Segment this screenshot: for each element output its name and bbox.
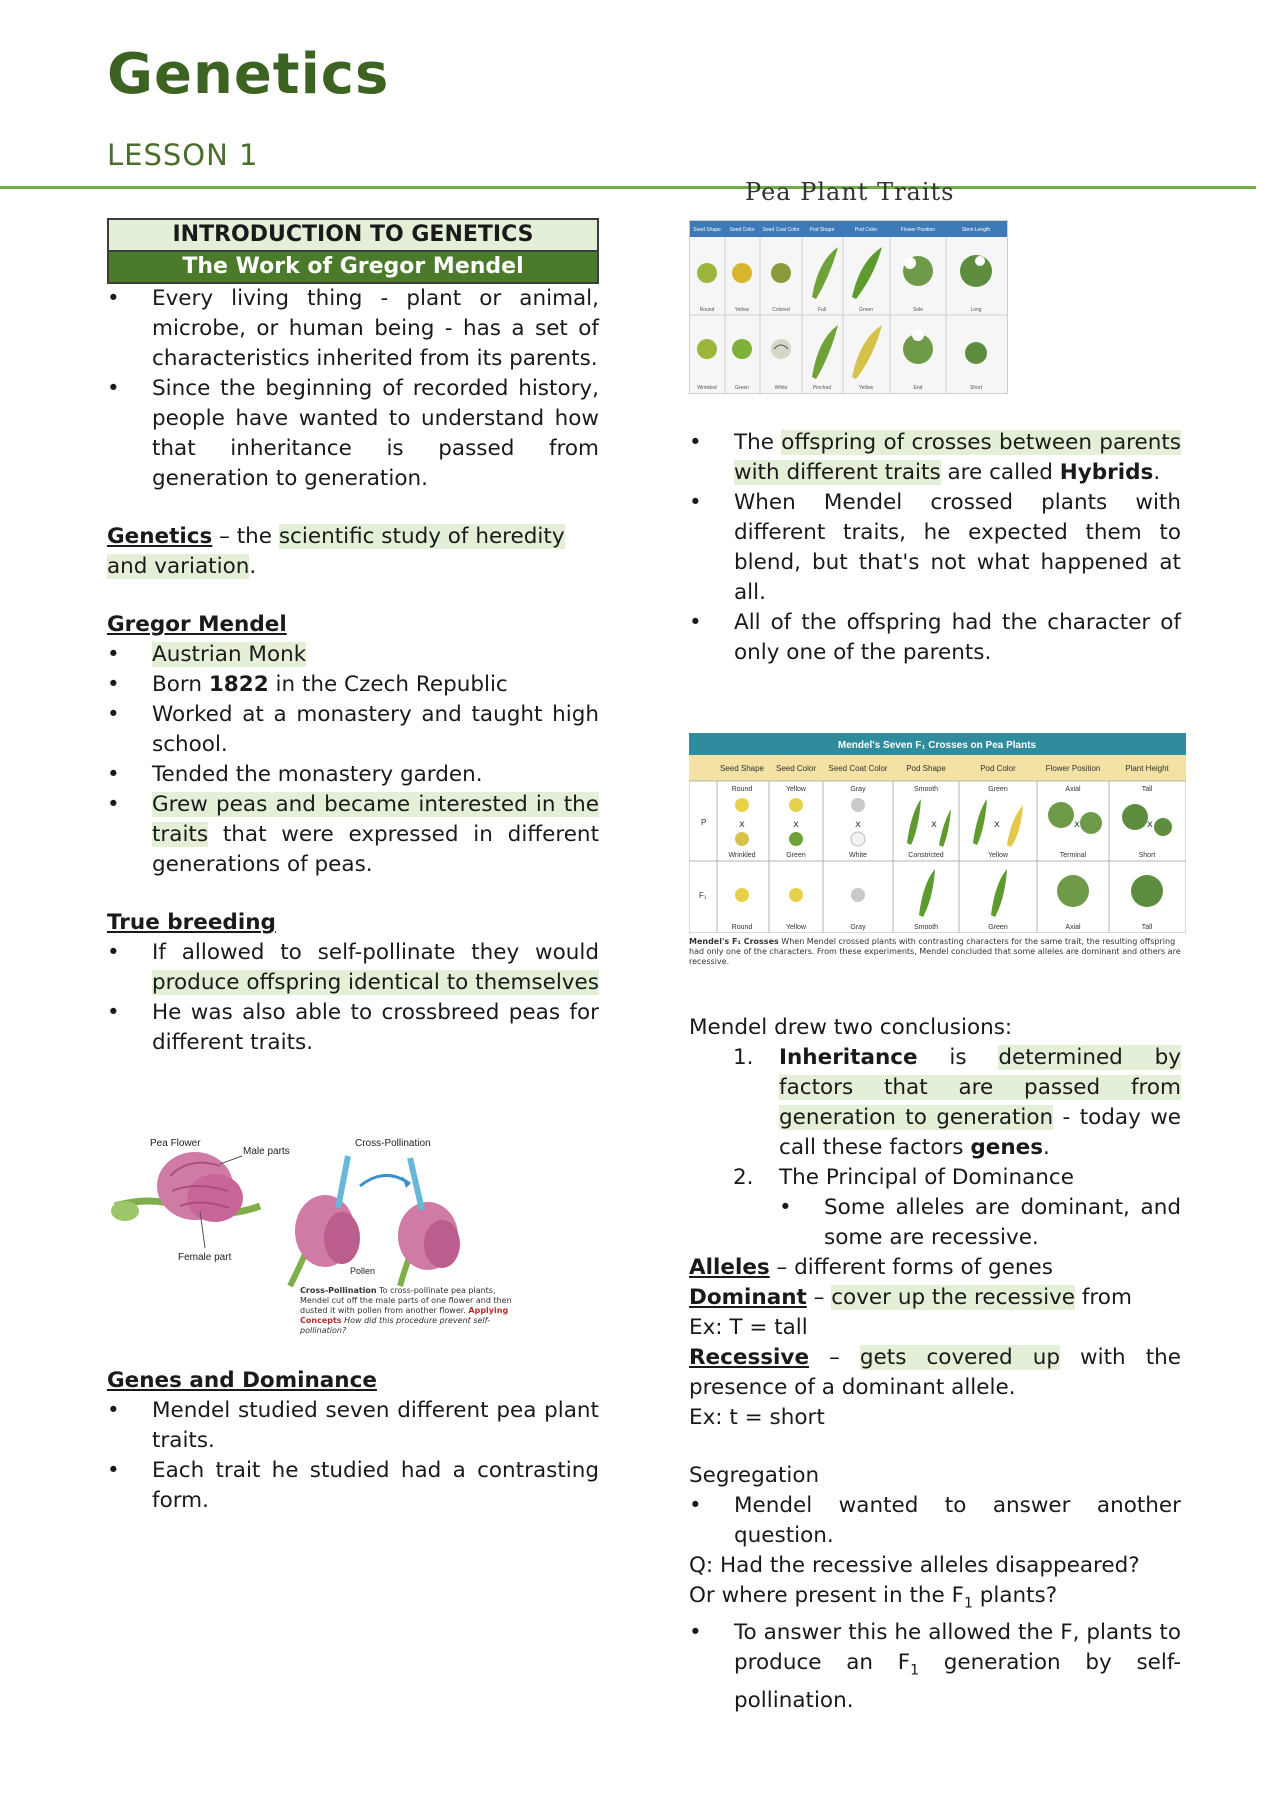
cross-pollination-label: Cross-Pollination [355,1138,431,1149]
seven-crosses-table [689,733,1186,933]
q2-post: plants? [972,1583,1058,1608]
crosses-header: Seed Coat Color [828,764,888,773]
dominant-definition [689,1283,1181,1313]
conclusion-number: 2. [733,1165,754,1190]
mendel-year: 1822 [208,672,269,697]
list-item: • Every living thing - plant or animal, microbe, or human being - has a set of characteristics inherited from its parents. [107,284,599,374]
row-f1-label: F₁ [699,891,707,900]
genetics-term: Genetics [107,524,213,549]
crosses-f1: Smooth [913,924,939,931]
seg-b2-post: generation by self-pollination. [734,1650,1182,1713]
list-item: • Mendel studied seven different pea plant traits. [107,1396,599,1456]
conclusions-list [689,1043,1181,1253]
mendel-list [107,640,599,880]
list-item [689,428,1181,488]
example-tall: Ex: T = tall [689,1315,808,1340]
traits-header: Flower Position [900,227,936,233]
crosses-p-bottom: Short [1138,852,1156,859]
pollination-figure [110,1136,530,1346]
crosses-f1: Green [988,924,1008,931]
traits-row1: Full [817,307,827,313]
list-item [689,1043,1181,1163]
crosses-p-bottom: Constricted [908,852,944,859]
hybrids-list [689,428,1181,668]
crosses-f1: Gray [850,924,866,931]
mendel-b5-highlight: Grew peas and became interested in the traits [152,792,599,847]
crosses-p-bottom: Yellow [988,852,1008,859]
list-item: • All of the offspring had the character of only one of the parents. [689,608,1181,668]
crosses-header: Seed Color [775,764,817,773]
dominant-term: Dominant [689,1285,807,1310]
tb-b1-highlight: produce offspring identical to themselves [152,970,599,995]
conclusion1-highlight: determined by factors that are passed from generation to generation [779,1045,1182,1130]
traits-row1: Colored [772,307,790,313]
intro-title-box [107,218,599,284]
tb-b1-pre: If allowed to self-pollinate they would [152,940,599,965]
conclusions-section [689,1013,1181,1716]
crosses-caption [689,937,1186,967]
example-short: Ex: t = short [689,1405,825,1430]
hybrids-b1-highlight: offspring of crosses between parents with different traits [734,430,1181,485]
conclusion2-sublist [779,1193,1181,1253]
svg-text:x: x [739,819,745,830]
pollination-caption-text: To cross-pollinate pea plants, Mendel cut off the male parts of one flower and then dusted it with pollen from another flower. [300,1286,512,1315]
intro-list [107,284,599,494]
seg-b2-pre: To answer this he allowed the F, plants to produce an F [734,1620,1181,1676]
svg-text:x: x [931,819,937,830]
q2-pre: Or where present in the F [689,1583,964,1608]
true-breeding-section [107,908,599,1058]
conclusion1-end: . [1043,1135,1050,1160]
list-item [107,640,599,670]
true-breeding-heading: True breeding [107,910,276,935]
segregation-question-2 [689,1581,1181,1618]
traits-row1: Yellow [734,307,750,313]
mendel-b5-rest: that were expressed in different generations of peas. [152,822,599,877]
alleles-def: – different forms of genes [769,1255,1053,1280]
crosses-header: Pod Shape [906,764,946,773]
genes-dominance-section [107,1366,599,1516]
list-item [689,1618,1181,1715]
crosses-header: Plant Height [1125,764,1169,773]
male-parts-label: Male parts [243,1146,290,1157]
list-item: • Some alleles are dominant, and some are recessive. [779,1193,1181,1253]
svg-text:x: x [1074,819,1080,830]
hybrids-b1-end: . [1153,460,1161,485]
crosses-p-bottom: Wrinkled [728,852,756,859]
traits-row2: White [774,385,788,391]
list-item [107,670,599,700]
list-item: • Mendel wanted to answer another question. [689,1491,1181,1551]
traits-row2: End [913,385,923,391]
segregation-section [689,1461,1181,1716]
q2-sub: 1 [963,1595,973,1612]
list-item: • Each trait he studied had a contrasting form. [107,1456,599,1516]
genetics-highlight: scientific study of heredity and variation [107,524,565,579]
crosses-p-top: Gray [850,786,866,793]
crosses-caption-bold: Mendel's F₁ Crosses [689,937,779,946]
list-item: • Worked at a monastery and taught high school. [107,700,599,760]
recessive-definition [689,1343,1181,1403]
traits-row2: Wrinkled [697,385,717,391]
svg-text:x: x [1147,819,1153,830]
header-divider [0,186,1256,189]
dominant-end: from [1075,1285,1132,1310]
conclusion2: The Principal of Dominance [779,1165,1074,1190]
traits-row1: Round [699,307,715,313]
crosses-p-top: Axial [1065,786,1081,793]
conclusion1-mid: - today we call these factors [779,1105,1182,1160]
pollination-caption-question: How did this procedure prevent self-pollination? [300,1316,491,1335]
mendel-b1: Austrian Monk [152,642,307,667]
pollination-caption-bold: Cross-Pollination [300,1286,377,1295]
svg-text:x: x [994,819,1000,830]
seg-b2-sub: 1 [910,1662,920,1679]
crosses-f1: Axial [1065,924,1081,931]
list-item [689,1163,1181,1253]
traits-header: Pod Color [854,227,878,233]
svg-text:x: x [793,819,799,830]
genetics-dash: – the [212,524,279,549]
seven-crosses-figure [689,733,1186,933]
list-item: • When Mendel crossed plants with different traits, he expected them to blend, but that's not what happened at all. [689,488,1181,608]
list-item: • Since the beginning of recorded history, people have wanted to understand how that inheritance is passed from generation to generation. [107,374,599,494]
crosses-header: Seed Shape [719,764,765,773]
alleles-definition [689,1253,1181,1283]
pollination-caption-apply: Applying Concepts [300,1306,509,1325]
recessive-term: Recessive [689,1345,810,1370]
traits-row2: Pinched [812,385,832,391]
mendel-b2-post: in the Czech Republic [268,672,508,697]
hybrids-b1-mid: are called [940,460,1060,485]
crosses-p-bottom: Green [786,852,806,859]
list-item [107,938,599,998]
crosses-f1: Tall [1141,924,1153,931]
crosses-f1: Yellow [786,924,806,931]
definitions [689,1253,1181,1433]
list-item: • He was also able to crossbreed peas for different traits. [107,998,599,1058]
traits-row1: Long [970,307,982,313]
genes-dominance-heading: Genes and Dominance [107,1368,377,1393]
pea-plant-traits-figure [689,220,1008,394]
crosses-p-top: Tall [1141,786,1153,793]
hybrids-section [689,428,1181,668]
crosses-p-bottom: White [849,852,867,859]
traits-row1: Green [859,307,873,313]
crosses-p-bottom: Terminal [1059,852,1087,859]
crosses-header: Flower Position [1045,764,1101,773]
list-item [107,790,599,880]
inheritance-term: Inheritance [779,1045,918,1070]
traits-header: Seed Color [729,227,755,233]
page-title: Genetics [107,42,390,107]
svg-text:x: x [855,819,861,830]
genes-term: genes [970,1135,1044,1160]
crosses-p-top: Smooth [913,786,939,793]
mendel-section [107,610,599,880]
hybrids-b1-pre: The [734,430,782,455]
pea-flower-label: Pea Flower [150,1138,201,1149]
segregation-list-2 [689,1618,1181,1715]
crosses-p-top: Round [731,786,753,793]
recessive-highlight: gets covered up [859,1345,1060,1370]
genetics-definition [107,522,599,582]
recessive-end: with the presence of a dominant allele. [689,1345,1181,1400]
left-column [107,218,599,1058]
genes-dominance-list [107,1396,599,1516]
row-p-label: P [701,818,707,827]
traits-header: Pod Shape [809,227,835,233]
traits-header: Seed Coat Color [762,227,800,233]
intro-title: INTRODUCTION TO GENETICS [109,220,597,252]
hybrids-term: Hybrids [1059,460,1154,485]
alleles-term: Alleles [689,1255,770,1280]
recessive-dash: – [809,1345,860,1370]
traits-header: Seed Shape [693,227,721,233]
traits-row2: Yellow [858,385,874,391]
dominant-highlight: cover up the recessive [831,1285,1076,1310]
traits-row2: Green [735,385,749,391]
conclusions-intro: Mendel drew two conclusions: [689,1015,1013,1040]
crosses-p-top: Yellow [786,786,806,793]
lesson-label: LESSON 1 [107,138,259,172]
crosses-p-top: Green [988,786,1008,793]
genetics-end: . [249,554,257,579]
segregation-heading: Segregation [689,1463,820,1488]
traits-header: Stem Length [961,227,991,233]
segregation-list [689,1491,1181,1551]
crosses-f1: Round [731,924,753,931]
mendel-heading: Gregor Mendel [107,612,287,637]
crosses-title: Mendel's Seven F₁ Crosses on Pea Plants [837,740,1037,751]
pollination-caption [300,1286,525,1336]
dominant-dash: – [806,1285,832,1310]
conclusion1-pre: is [917,1045,999,1070]
pollen-label: Pollen [350,1266,376,1276]
traits-figure-title: Pea Plant Traits [745,178,955,206]
female-part-label: Female part [178,1252,232,1263]
traits-row2: Short [970,385,982,391]
conclusion-number: 1. [733,1045,754,1070]
traits-row1: Side [912,307,924,313]
intro-subtitle: The Work of Gregor Mendel [109,252,597,282]
list-item: • Tended the monastery garden. [107,760,599,790]
crosses-caption-text: When Mendel crossed plants with contrasting characters for the same trait, the resulting offspring had only one of the characters. From these experiments, Mendel concluded that some alleles are dominant and others are recessive. [689,937,1181,966]
pea-traits-table [690,221,1007,393]
true-breeding-list [107,938,599,1058]
segregation-question: Q: Had the recessive alleles disappeared? [689,1553,1140,1578]
crosses-header: Pod Color [980,764,1016,773]
mendel-b2-pre: Born [152,672,209,697]
